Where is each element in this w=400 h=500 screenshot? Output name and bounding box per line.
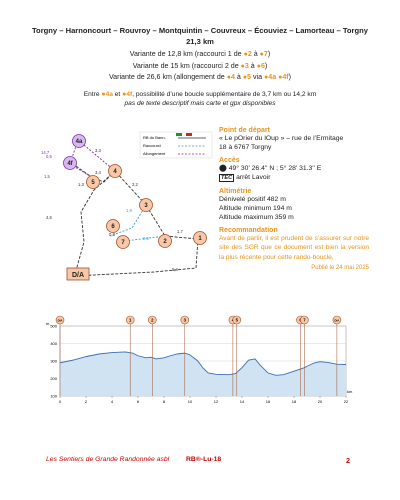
legend-raccourci: Raccourci [143, 143, 161, 148]
x-tick-label: 12 [213, 399, 219, 404]
y-tick-label: 300 [50, 358, 57, 364]
legend-allongement: Allongement [143, 151, 166, 156]
distance-label: 2,5 [143, 236, 149, 241]
variant-2: Variante de 15 km (raccourci 2 de ●3 à ●6) [132, 61, 268, 70]
svg-text:4f: 4f [67, 161, 73, 167]
legend-rb: RB du Bann. [143, 135, 166, 140]
header [0, 26, 400, 108]
svg-text:4a: 4a [75, 139, 83, 145]
node-6 [107, 220, 120, 233]
variant-1: Variante de 12,8 km (raccourci 1 de ●2 à ●7) [129, 50, 271, 58]
x-tick-label: 0 [58, 399, 62, 404]
footer-code: RB®-Lu-18 [186, 456, 222, 463]
route-title: Torgny – Harnoncourt – Rouvroy – Montquintin – Couvreux – Écouviez – Lamorteau – Torgny [31, 26, 368, 35]
x-tick-label: 10 [187, 399, 193, 404]
map-legend [140, 132, 212, 158]
x-tick-label: 2 [84, 399, 88, 404]
flag-icon [176, 133, 182, 136]
marker-label: D/A [57, 318, 63, 323]
distance-label: 0,5 [46, 154, 52, 159]
altimetrie-heading: Altimétrie [219, 188, 252, 195]
distance-label: 1,5 [44, 174, 50, 179]
gps-line: ⬤ 49° 30' 26.4'' N ; 5° 28' 31.3'' E [219, 165, 322, 172]
y-tick-label: 200 [50, 376, 57, 381]
footer [0, 456, 400, 468]
gpx-note: pas de texte descriptif mais carte et gpx disponibles [124, 99, 276, 107]
page-number: 2 [346, 456, 350, 465]
distance-label: 0,3 [109, 232, 115, 237]
node-4 [109, 165, 122, 178]
node-2 [159, 235, 172, 248]
node-4f [64, 157, 77, 170]
extra-loop-note: Entre ●4a et ●4f, possibilité d’une boucle supplémentaire de 3,7 km ou 14,2 km [83, 90, 317, 98]
node-1 [194, 232, 207, 245]
x-unit: km [347, 389, 353, 394]
svg-text:7: 7 [121, 240, 125, 246]
distance-label: 1,7 [177, 229, 183, 234]
svg-text:1: 1 [198, 236, 202, 242]
distance-label: 14,7 [41, 150, 50, 155]
x-tick-label: 22 [343, 399, 349, 404]
x-tick-label: 18 [291, 399, 297, 404]
y-tick-label: 500 [50, 323, 57, 329]
x-tick-label: 6 [136, 399, 140, 404]
recommandation-heading: Recommandation [219, 227, 278, 234]
node-7 [117, 236, 130, 249]
svg-text:5: 5 [91, 180, 95, 186]
svg-text:6: 6 [111, 224, 115, 230]
y-tick-label: 100 [50, 393, 57, 399]
marker-label: D/A [334, 318, 340, 323]
x-tick-label: 8 [162, 399, 166, 404]
depart-line-1: « Le pOrier du lOup » – rue de l’Ermitage [219, 135, 344, 142]
x-tick-label: 20 [317, 399, 323, 404]
variant-3: Variante de 26,6 km (allongement de ●4 à ●5 via ●4a ●4f) [108, 73, 292, 81]
route-map [40, 130, 215, 285]
svg-text:D/A: D/A [71, 272, 85, 279]
y-tick-label: 400 [50, 341, 57, 346]
distance-label: 1,3 [78, 182, 84, 187]
y-unit: m [46, 321, 50, 326]
marker-label: 1 [129, 317, 132, 323]
alti-line-3: Altitude maximum 359 m [219, 214, 294, 221]
location-pin-icon: ⬤ [219, 165, 227, 172]
depart-line-2: 18 à 6767 Torgny [219, 144, 272, 151]
distance-label: 4,6 [46, 215, 52, 220]
marker-label: 2 [151, 317, 154, 323]
x-tick-label: 14 [239, 399, 245, 404]
depart-heading: Point de départ [219, 127, 270, 134]
marker-label: 7 [303, 317, 306, 323]
node-5 [87, 176, 100, 189]
footer-organisation: Les Sentiers de Grande Randonnée asbl [46, 456, 170, 463]
x-tick-label: 16 [265, 399, 271, 404]
svg-text:3: 3 [144, 203, 148, 209]
alti-line-2: Altitude minimum 194 m [219, 205, 292, 212]
node-3 [140, 199, 153, 212]
svg-text:4: 4 [113, 169, 117, 175]
start-marker [67, 268, 89, 280]
marker-label: 5 [235, 317, 238, 323]
acces-heading: Accès [219, 157, 240, 164]
flag-icon [186, 133, 192, 136]
marker-label: 3 [183, 317, 186, 323]
distance-label: 3,3 [95, 148, 101, 153]
info-panel [219, 122, 369, 271]
svg-text:2: 2 [163, 239, 167, 245]
elevation-profile [36, 308, 362, 410]
publication-date: Publié le 24 mai 2025 [311, 265, 369, 272]
x-tick-label: 4 [110, 399, 114, 404]
distance-label: 1,9 [126, 208, 132, 213]
recommandation-text: Avant de partir, il est prudent de s’assurer sur notre site des SGR que ce document est bien la version la plus récente pour cette rando-boucle. [219, 235, 369, 261]
node-4a [73, 135, 86, 148]
bus-line: TEC arrêt Lavoir [221, 174, 271, 181]
alti-line-1: Dénivelé positif 482 m [219, 196, 286, 203]
distance-label: 3,4 [95, 170, 101, 175]
tec-bus-icon: TEC [221, 175, 233, 181]
distance-label: 5,4 [172, 267, 178, 272]
distance-label: 3,2 [132, 182, 138, 187]
route-distance: 21,3 km [186, 37, 214, 46]
